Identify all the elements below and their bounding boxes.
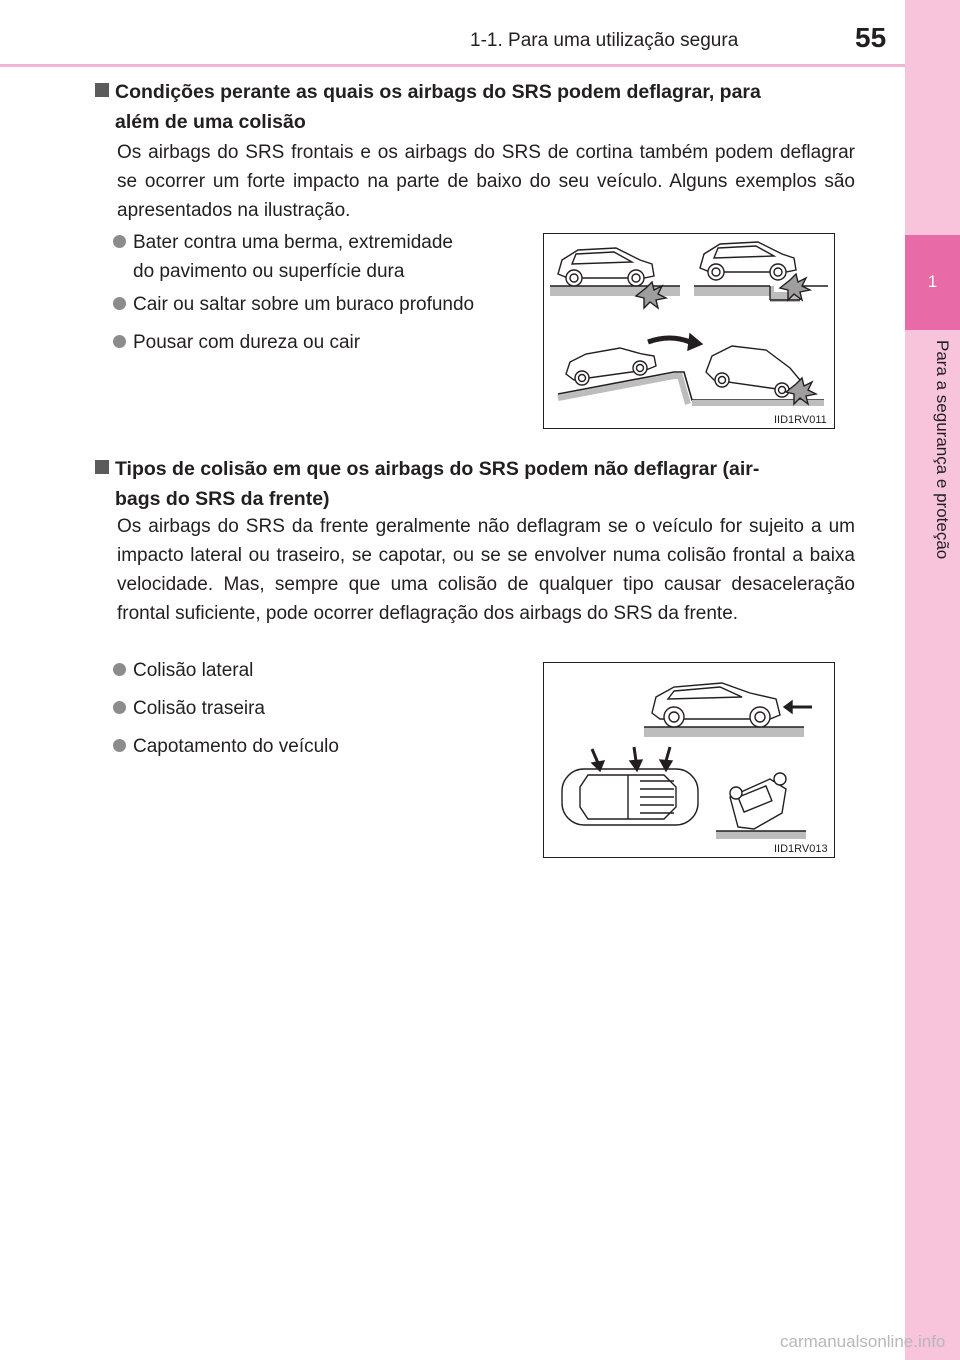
bullet-dot-icon (113, 297, 126, 310)
figure-undercarriage-impacts (543, 233, 835, 429)
section1-heading-line2: além de uma colisão (115, 111, 306, 133)
section2-heading-line1: Tipos de colisão em que os airbags do SRS podem não deflagrar (air- (115, 458, 760, 480)
collision-types-illustration (544, 663, 834, 857)
square-bullet-icon (95, 460, 109, 474)
header-rule (0, 64, 905, 67)
bullet-dot-icon (113, 335, 126, 348)
undercarriage-impact-illustration (544, 234, 834, 428)
section2-bullet-3 (113, 732, 339, 761)
section2-bullet-2 (113, 694, 265, 723)
bullet-text: Capotamento do veículo (133, 736, 339, 757)
figure-code: IID1RV011 (774, 414, 827, 426)
section2-paragraph: Os airbags do SRS da frente geralmente não deflagram se o veículo for sujeito a um impacto lateral ou traseiro, se capotar, ou se se envolver numa colisão frontal a baixa velocidade. Mas, sempre que uma colisão de qualquer tipo causar desaceleração frontal suficiente, pode ocorrer deflagração dos airbags do SRS da frente. (117, 516, 855, 624)
figure-code: IID1RV013 (774, 843, 828, 855)
section2-heading-line2: bags do SRS da frente) (115, 488, 330, 510)
section1-bullet-3 (113, 328, 360, 357)
section1-bullet-2 (113, 290, 474, 319)
page-number: 55 (855, 22, 887, 53)
watermark: carmanualsonline.info (780, 1332, 946, 1351)
bullet-text: Colisão traseira (133, 698, 265, 719)
section1-heading (95, 77, 860, 137)
section1-bullet-1 (113, 228, 453, 286)
figure-non-deploy-collisions (543, 662, 835, 858)
chapter-number: 1 (927, 272, 938, 291)
bullet-text: Pousar com dureza ou cair (133, 332, 361, 353)
section2-heading (95, 454, 860, 514)
bullet-dot-icon (113, 739, 126, 752)
side-band (905, 0, 960, 1360)
section2-bullet-1 (113, 656, 253, 685)
bullet-text-continued: do pavimento ou superfície dura (133, 261, 405, 282)
section1-heading-line1: Condições perante as quais os airbags do SRS podem deflagrar, para (115, 81, 761, 103)
section1-paragraph: Os airbags do SRS frontais e os airbags do SRS de cortina também podem deflagrar se ocorrer um forte impacto na parte de baixo do seu veículo. Alguns exemplos são apresentados na ilustração. (117, 142, 855, 221)
bullet-dot-icon (113, 701, 126, 714)
bullet-text: Bater contra uma berma, extremidade (133, 232, 453, 253)
bullet-dot-icon (113, 663, 126, 676)
bullet-text: Cair ou saltar sobre um buraco profundo (133, 294, 475, 315)
bullet-dot-icon (113, 235, 126, 248)
square-bullet-icon (95, 83, 109, 97)
bullet-text: Colisão lateral (133, 660, 254, 681)
section-title: 1-1. Para uma utilização segura (470, 30, 739, 51)
chapter-title: Para a segurança e proteção (933, 340, 952, 560)
